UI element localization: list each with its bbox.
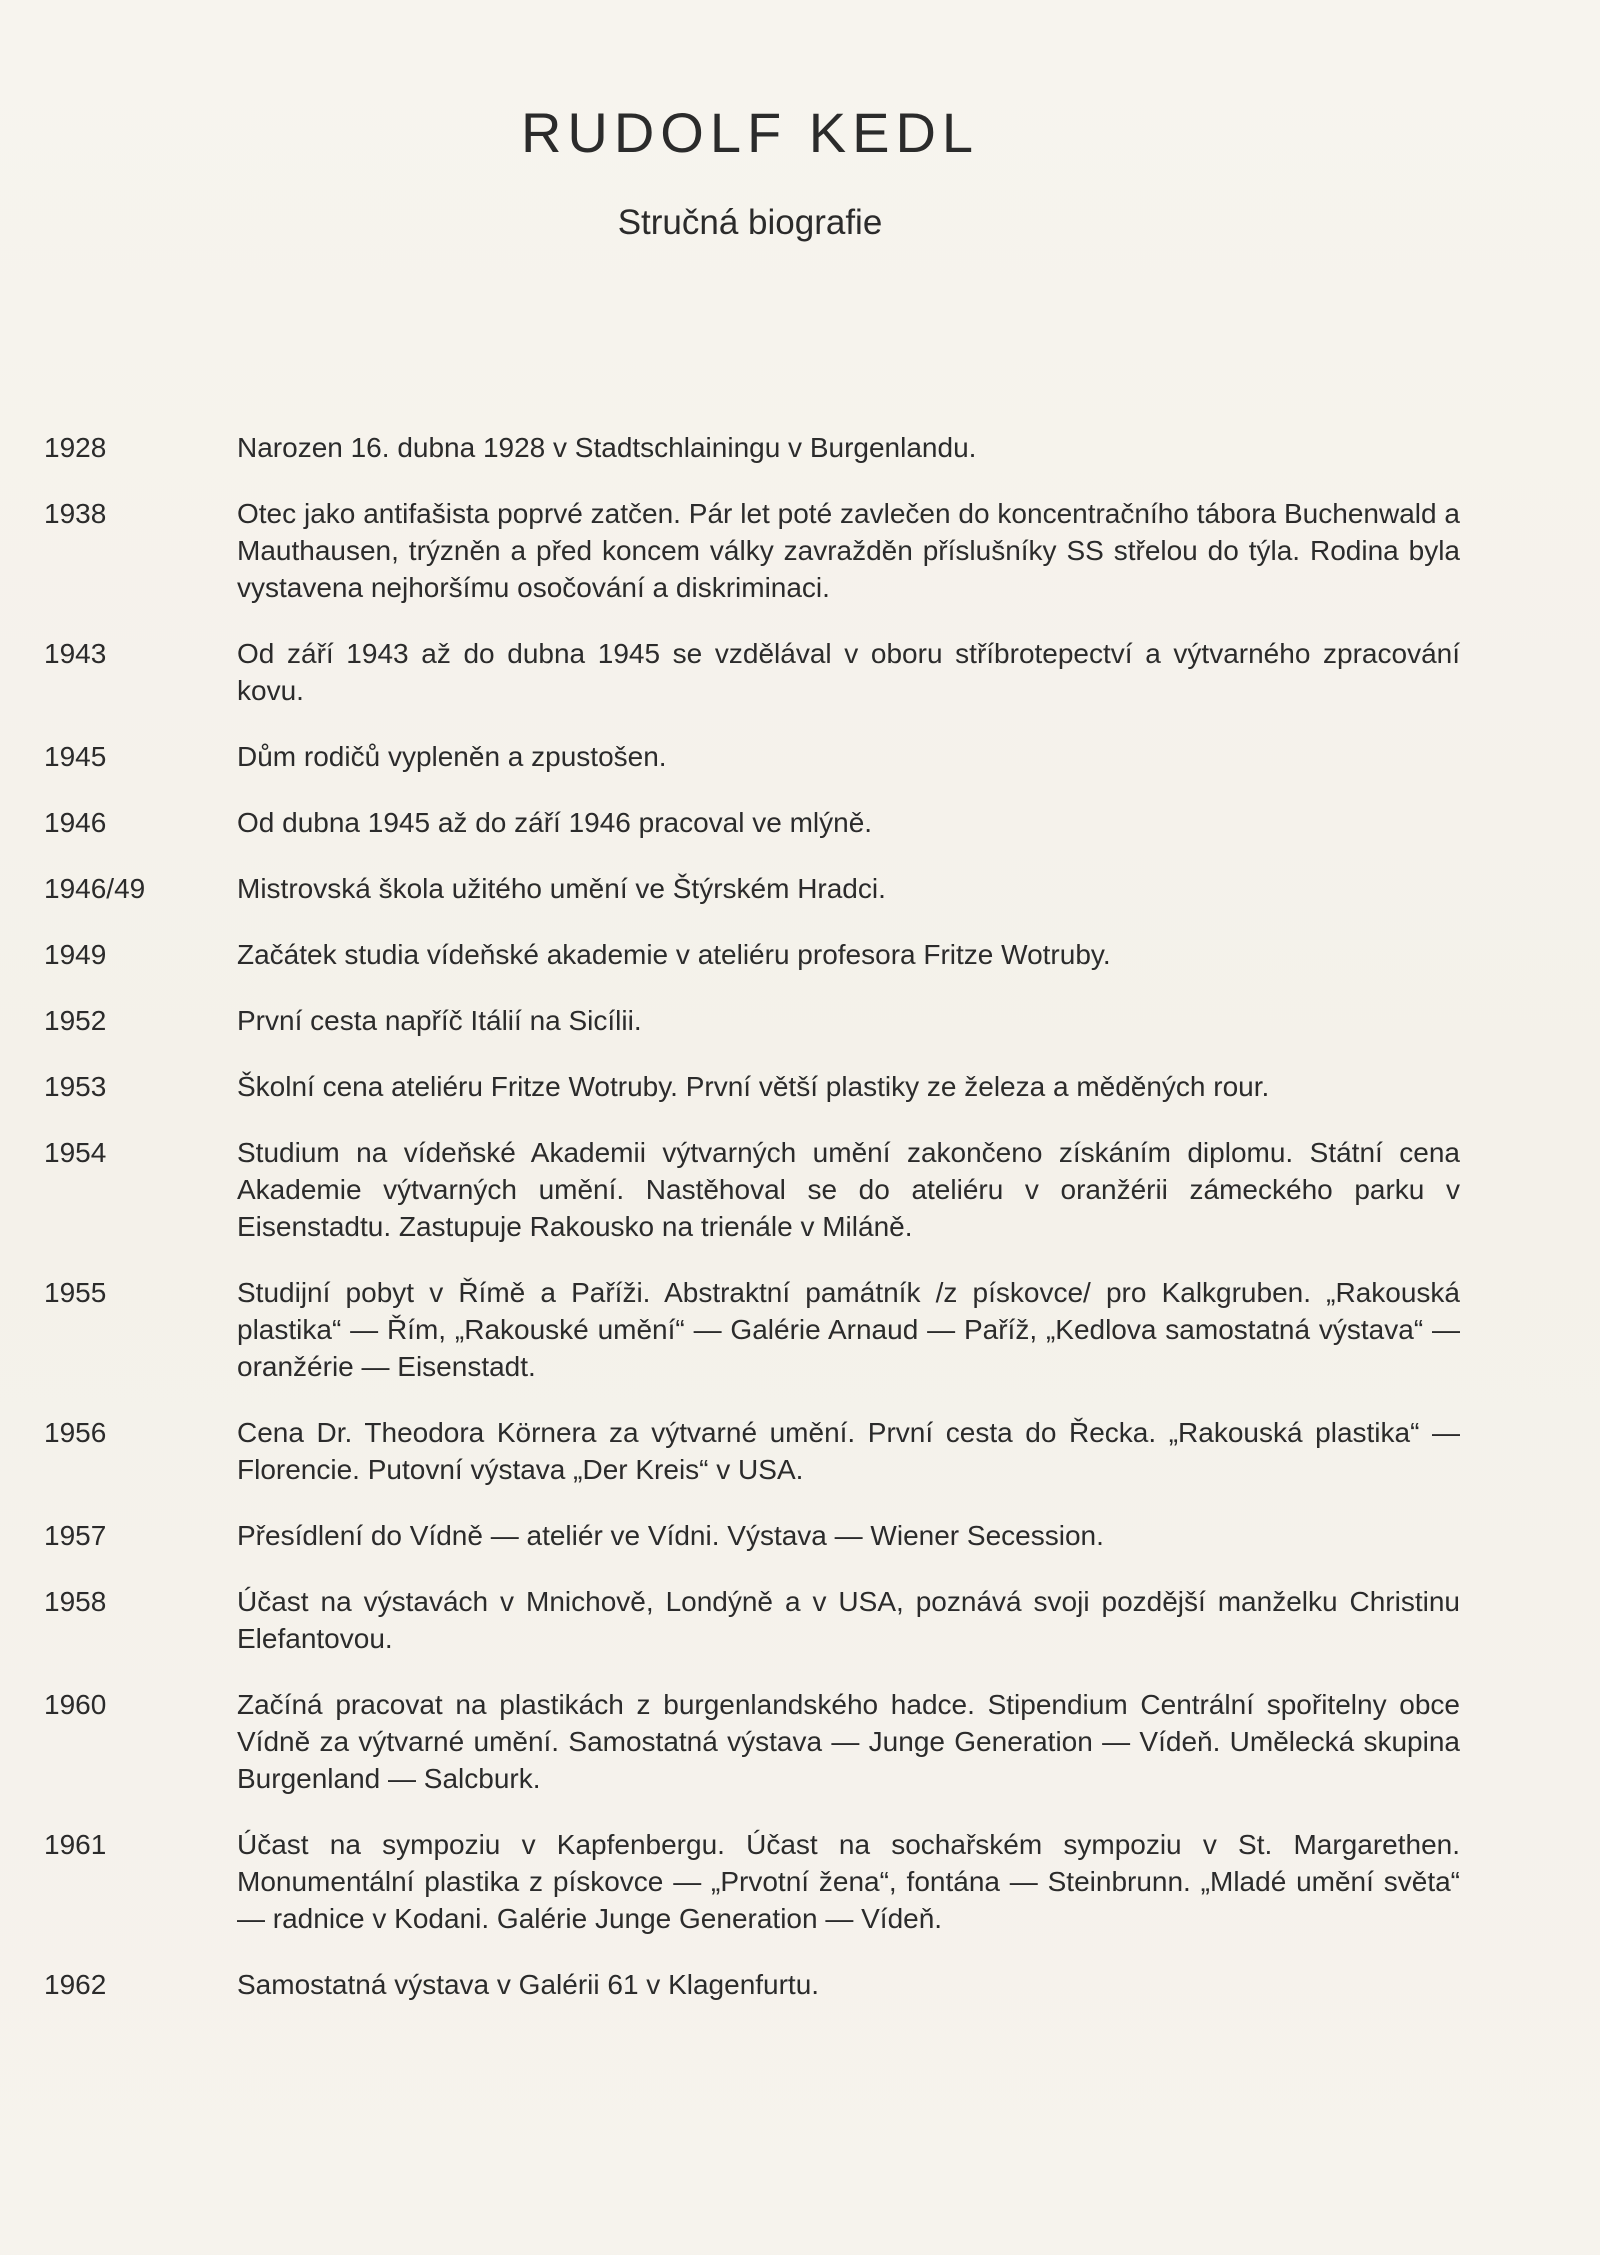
biography-entry [44, 738, 1460, 775]
entry-text: Přesídlení do Vídně — ateliér ve Vídni. Výstava — Wiener Secession. [237, 1520, 1104, 1551]
entry-text: Studium na vídeňské Akademii výtvarných umění zakončeno získáním diplomu. Státní cena Akademie výtvarných umění. Nastěhoval se do ateliéru v oranžérii zámeckého parku v Eisenstadtu. Zastupuje Rakousko na trienále v Miláně. [237, 1137, 1460, 1242]
entry-text: Mistrovská škola užitého umění ve Štýrském Hradci. [237, 873, 886, 904]
biography-entry [44, 635, 1460, 709]
entry-year: 1952 [44, 1005, 107, 1036]
biography-entry [44, 1686, 1460, 1797]
biography-entry [44, 1583, 1460, 1657]
page-subtitle: Stručná biografie [617, 203, 883, 242]
biography-entry [44, 1134, 1460, 1245]
biography-entry [44, 429, 1460, 466]
entry-year: 1958 [44, 1586, 107, 1617]
biography-entry [44, 495, 1460, 606]
entry-year: 1949 [44, 939, 107, 970]
entry-text: Dům rodičů vypleněn a zpustošen. [237, 741, 667, 772]
entry-text: Od září 1943 až do dubna 1945 se vzdělával v oboru stříbrotepectví a výtvarného zpracování kovu. [237, 638, 1460, 706]
entry-year: 1953 [44, 1071, 107, 1102]
entry-text: Narozen 16. dubna 1928 v Stadtschlainingu v Burgenlandu. [237, 432, 977, 463]
biography-entry [44, 1002, 1460, 1039]
biography-entry [44, 936, 1460, 973]
entry-text: První cesta napříč Itálií na Sicílii. [237, 1005, 642, 1036]
entry-text: Cena Dr. Theodora Körnera za výtvarné umění. První cesta do Řecka. „Rakouská plastika“ — Florencie. Putovní výstava „Der Kreis“ v USA. [237, 1417, 1460, 1485]
entry-text: Samostatná výstava v Galérii 61 v Klagenfurtu. [237, 1969, 820, 2000]
entry-year: 1938 [44, 498, 107, 529]
entry-year: 1946/49 [44, 873, 146, 904]
entry-year: 1946 [44, 807, 107, 838]
entry-text: Účast na sympoziu v Kapfenbergu. Účast na sochařském sympoziu v St. Margarethen. Monumentální plastika z pískovce — „Prvotní žena“, fontána — Steinbrunn. „Mladé umění světa“ — radnice v Kodani. Galérie Junge Generation — Vídeň. [237, 1829, 1460, 1934]
biography-list [44, 429, 1460, 2032]
entry-year: 1956 [44, 1417, 107, 1448]
entry-year: 1955 [44, 1277, 107, 1308]
entry-text: Začíná pracovat na plastikách z burgenlandského hadce. Stipendium Centrální spořitelny obce Vídně za výtvarné umění. Samostatná výstava — Junge Generation — Vídeň. Umělecká skupina Burgenland — Salcburk. [237, 1689, 1460, 1794]
entry-year: 1928 [44, 432, 107, 463]
entry-text: Začátek studia vídeňské akademie v ateliéru profesora Fritze Wotruby. [237, 939, 1111, 970]
biography-entry [44, 1517, 1460, 1554]
entry-year: 1960 [44, 1689, 107, 1720]
entry-text: Studijní pobyt v Římě a Paříži. Abstraktní památník /z pískovce/ pro Kalkgruben. „Rakouská plastika“ — Řím, „Rakouské umění“ — Galérie Arnaud — Paříž, „Kedlova samostatná výstava“ — oranžérie — Eisenstadt. [237, 1277, 1460, 1382]
biography-entry [44, 870, 1460, 907]
biography-entry [44, 804, 1460, 841]
entry-text: Od dubna 1945 až do září 1946 pracoval ve mlýně. [237, 807, 873, 838]
entry-text: Školní cena ateliéru Fritze Wotruby. První větší plastiky ze železa a měděných rour. [237, 1071, 1270, 1102]
entry-year: 1954 [44, 1137, 107, 1168]
entry-year: 1957 [44, 1520, 107, 1551]
biography-entry [44, 1826, 1460, 1937]
biography-entry [44, 1966, 1460, 2003]
biography-entry [44, 1274, 1460, 1385]
entry-year: 1962 [44, 1969, 107, 2000]
page-title: RUDOLF KEDL [520, 101, 980, 164]
biography-entry [44, 1414, 1460, 1488]
entry-text: Otec jako antifašista poprvé zatčen. Pár let poté zavlečen do koncentračního tábora Buchenwald a Mauthausen, trýzněn a před koncem války zavražděn příslušníky SS střelou do týla. Rodina byla vystavena nejhoršímu osočování a diskriminaci. [237, 498, 1460, 603]
entry-year: 1961 [44, 1829, 107, 1860]
entry-text: Účast na výstavách v Mnichově, Londýně a v USA, poznává svoji pozdější manželku Christinu Elefantovou. [237, 1586, 1460, 1654]
biography-entry [44, 1068, 1460, 1105]
entry-year: 1943 [44, 638, 107, 669]
entry-year: 1945 [44, 741, 107, 772]
